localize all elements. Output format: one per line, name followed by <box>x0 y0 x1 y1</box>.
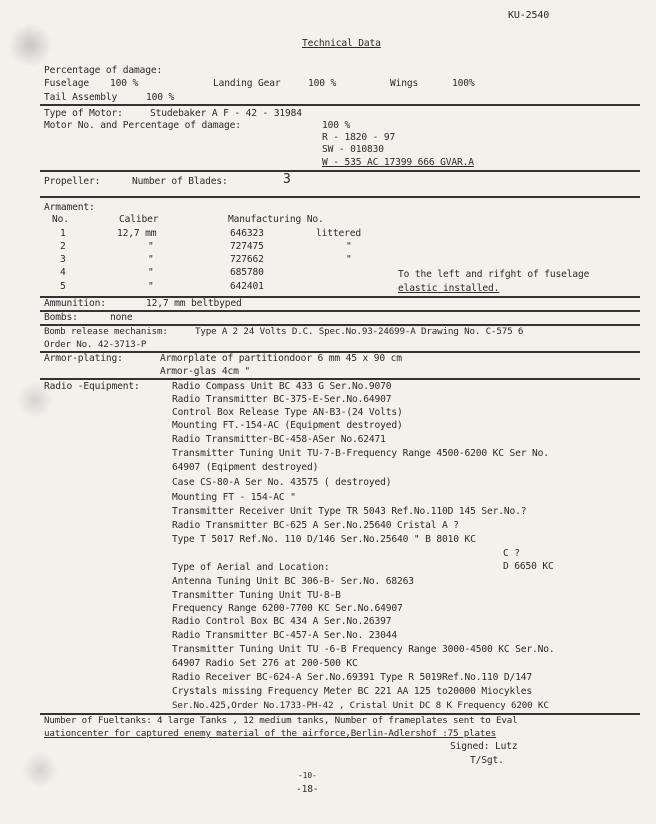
footer-mark: -10- <box>298 771 317 780</box>
motor-type-value: Studebaker A F - 42 - 31984 <box>150 108 302 119</box>
radio-line: Radio Transmitter BC-625 A Ser.No.25640 Cristal A ? <box>172 520 459 531</box>
bomb-release-value: Type A 2 24 Volts D.C. Spec.No.93-24699-A Drawing No. C-575 6 <box>195 326 524 337</box>
armor-value: Armorplate of partitiondoor 6 mm 45 x 90 cm <box>160 353 402 364</box>
armament-row-note: littered <box>316 228 362 239</box>
aerial-line: Frequency Range 6200-7700 KC Ser.No.64907 <box>172 603 403 614</box>
divider-line <box>40 378 640 380</box>
armament-row-note: " <box>346 254 352 265</box>
armament-col-caliber: Caliber <box>119 214 159 225</box>
aerial-label: Type of Aerial and Location: <box>172 562 330 573</box>
document-number: KU-2540 <box>508 10 550 21</box>
armament-heading: Armament: <box>44 202 95 213</box>
motor-w: W - 535 AC 17399 666 GVAR.A <box>322 157 474 168</box>
radio-line: Control Box Release Type AN-B3-(24 Volts) <box>172 407 403 418</box>
aerial-line: Ser.No.425,Order No.1733-PH-42 , Cristal Unit DC 8 K Frequency 6200 KC <box>172 700 549 711</box>
fueltanks-line: Number of Fueltanks: 4 large Tanks , 12 medium tanks, Number of frameplates sent to Eval <box>44 715 518 726</box>
motor-type-label: Type of Motor: <box>44 108 123 119</box>
armament-row-caliber: " <box>148 241 154 252</box>
page-title: Technical Data <box>302 38 381 49</box>
tail-value: 100 % <box>146 92 175 103</box>
bomb-release-order: Order No. 42-3713-P <box>44 339 147 350</box>
signer-rank: T/Sgt. <box>470 755 504 766</box>
armament-col-no: No. <box>52 214 69 225</box>
motor-no-label: Motor No. and Percentage of damage: <box>44 120 241 131</box>
damage-heading: Percentage of damage: <box>44 65 163 76</box>
wings-value: 100% <box>452 78 475 89</box>
divider-line <box>40 196 640 198</box>
aerial-line: Radio Receiver BC-624-A Ser.No.69391 Type R 5019Ref.No.110 D/147 <box>172 672 533 683</box>
armament-row-mfg: 727475 <box>230 241 264 252</box>
motor-r: R - 1820 - 97 <box>322 132 396 143</box>
blades-label: Number of Blades: <box>132 176 228 187</box>
armament-col-mfg: Manufacturing No. <box>228 214 324 225</box>
armament-row-mfg: 646323 <box>230 228 264 239</box>
aerial-line: Transmitter Tuning Unit TU -6-B Frequency Range 3000-4500 KC Ser.No. <box>172 644 555 655</box>
bombs-label: Bombs: <box>44 312 78 323</box>
tail-label: Tail Assembly <box>44 92 118 103</box>
armament-row-mfg: 642401 <box>230 281 264 292</box>
armament-row-caliber: 12,7 mm <box>117 228 157 239</box>
bomb-release-label: Bomb release mechanism: <box>44 326 168 337</box>
aerial-line: Transmitter Tuning Unit TU-8-B <box>172 590 341 601</box>
landing-gear-label: Landing Gear <box>213 78 281 89</box>
radio-line: Radio Compass Unit BC 433 G Ser.No.9070 <box>172 381 392 392</box>
divider-line <box>40 170 640 172</box>
blades-value: 3 <box>283 172 291 187</box>
radio-line: Transmitter Tuning Unit TU-7-B-Frequency Range 4500-6200 KC Ser No. <box>172 448 549 459</box>
aerial-line: 64907 Radio Set 276 at 200-500 KC <box>172 658 358 669</box>
radio-line: Mounting FT.-154-AC (Equipment destroyed) <box>172 420 403 431</box>
page-number: -18- <box>296 784 319 795</box>
armament-row-no: 2 <box>60 241 66 252</box>
radio-line: Mounting FT - 154-AC " <box>172 492 296 503</box>
radio-line: Type T 5017 Ref.No. 110 D/146 Ser.No.25640 " B 8010 KC <box>172 534 476 545</box>
fuselage-label: Fuselage <box>44 78 90 89</box>
aerial-line: Radio Transmitter BC-457-A Ser.No. 23044 <box>172 630 398 641</box>
bombs-value: none <box>110 312 133 323</box>
radio-line: Transmitter Receiver Unit Type TR 5043 Ref.No.110D 145 Ser.No.? <box>172 506 527 517</box>
propeller-label: Propeller: <box>44 176 101 187</box>
signed-by: Signed: Lutz <box>450 741 518 752</box>
radio-line: Case CS-80-A Ser No. 43575 ( destroyed) <box>172 477 392 488</box>
fueltanks-line: uationcenter for captured enemy material of the airforce,Berlin-Adlershof :75 plates <box>44 728 497 739</box>
armament-row-no: 5 <box>60 281 66 292</box>
radio-line: Radio Transmitter-BC-458-ASer No.62471 <box>172 434 386 445</box>
armament-row-note: " <box>346 241 352 252</box>
armament-side-note: To the left and rifght of fuselage <box>398 269 590 280</box>
ammunition-value: 12,7 mm beltbyped <box>146 298 242 309</box>
armament-row-mfg: 685780 <box>230 267 264 278</box>
armament-row-no: 4 <box>60 267 66 278</box>
divider-line <box>40 296 640 298</box>
crystal-d: D 6650 KC <box>503 561 554 572</box>
ammunition-label: Ammunition: <box>44 298 106 309</box>
motor-pct: 100 % <box>322 120 351 131</box>
armament-row-no: 3 <box>60 254 66 265</box>
wings-label: Wings <box>390 78 419 89</box>
radio-line: Radio Transmitter BC-375-E-Ser.No.64907 <box>172 394 392 405</box>
armament-row-caliber: " <box>148 254 154 265</box>
landing-gear-value: 100 % <box>308 78 337 89</box>
aerial-line: Crystals missing Frequency Meter BC 221 AA 125 to20000 Miocykles <box>172 686 533 697</box>
crystal-c: C ? <box>503 548 520 559</box>
armor-label: Armor-plating: <box>44 353 123 364</box>
divider-line <box>40 104 640 106</box>
armor-glass: Armor-glas 4cm " <box>160 366 251 377</box>
radio-line: 64907 (Eqipment destroyed) <box>172 462 319 473</box>
fuselage-value: 100 % <box>110 78 139 89</box>
aerial-line: Radio Control Box BC 434 A Ser.No.26397 <box>172 616 392 627</box>
armament-row-caliber: " <box>148 281 154 292</box>
armament-side-note: elastic installed. <box>398 283 500 294</box>
motor-sw: SW - 010830 <box>322 144 384 155</box>
armament-row-no: 1 <box>60 228 66 239</box>
radio-label: Radio -Equipment: <box>44 381 140 392</box>
armament-row-mfg: 727662 <box>230 254 264 265</box>
aerial-line: Antenna Tuning Unit BC 306-B- Ser.No. 68263 <box>172 576 414 587</box>
armament-row-caliber: " <box>148 267 154 278</box>
